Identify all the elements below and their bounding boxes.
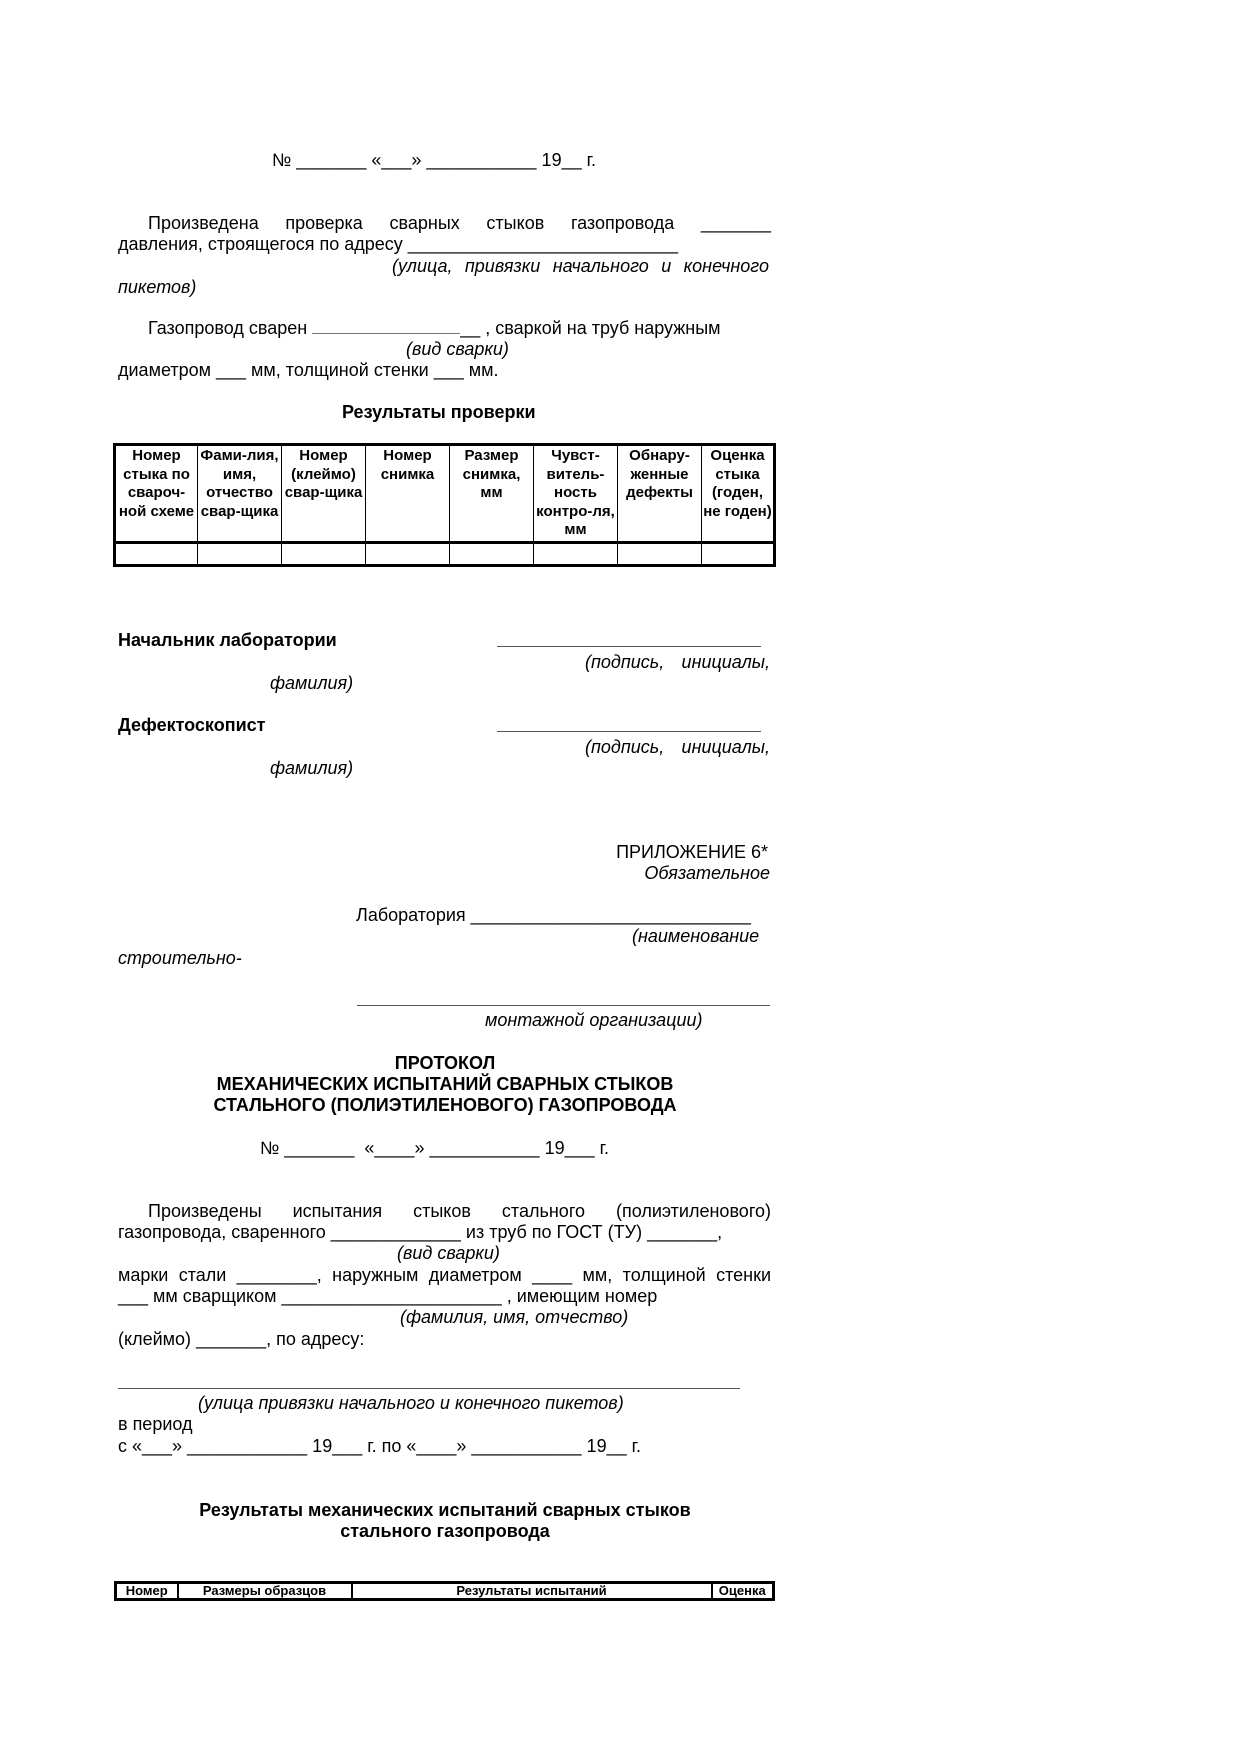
period-line: с «___» ____________ 19___ г. по «____» ___________ 19__ г. [118,1436,641,1456]
address-hint: (улица, привязки начального и конечного [392,256,769,276]
table-cell [282,542,366,565]
organization-hint: монтажной организации) [485,1010,703,1030]
table-header-cell: Обнару-женные дефекты [618,445,702,543]
table-cell [198,542,282,565]
table-header-cell: Номер стыка по свароч-ной схеме [115,445,198,543]
tests-paragraph-line-3: марки стали ________, наружным диаметром ____ мм, толщиной стенки [118,1265,771,1285]
organization-line [357,1005,770,1006]
inspection-paragraph-line-1: Произведена проверка сварных стыков газопровода _______ [148,213,771,233]
tests-paragraph-line-4: ___ мм сварщиком ______________________ , имеющим номер [118,1286,658,1306]
mechanical-results-title-line-2: стального газопровода [340,1521,550,1541]
results-title: Результаты проверки [342,402,536,422]
table-header-row [116,1583,774,1600]
mechanical-results-table [114,1581,775,1601]
welding-paragraph-line-1 [148,318,721,339]
welding-type-blank [312,319,460,334]
welded-label: Газопровод сварен [148,318,308,338]
address-line [118,1388,740,1389]
address-hint-continued: пикетов) [118,277,197,297]
flaw-detector-signature-line [497,731,761,732]
flaw-detector-signature-hint: (подпись, инициалы, [585,737,770,757]
tests-welding-type-hint: (вид сварки) [397,1243,500,1263]
laboratory-hint-continued: строительно- [118,948,242,968]
tests-paragraph-line-5: (клеймо) _______, по адресу: [118,1329,365,1349]
tests-paragraph-line-2: газопровода, сваренного _____________ из труб по ГОСТ (ТУ) _______, [118,1222,723,1242]
table-cell [534,542,618,565]
table-cell [702,542,775,565]
mechanical-results-title: Результаты механических испытаний сварных стыков [199,1500,691,1520]
protocol-number-line-1: № _______ «___» ___________ 19__ г. [272,150,596,170]
flaw-detector-signature-hint-continued: фамилия) [270,758,354,778]
table-header-cell: Номер [116,1583,178,1600]
welding-type-blank-end: __ [460,318,481,338]
flaw-detector-label: Дефектоскопист [118,715,266,735]
table-header-cell: Номер снимка [366,445,450,543]
table-row [115,542,775,565]
table-header-cell: Номер (клеймо) свар-щика [282,445,366,543]
protocol-title: ПРОТОКОЛ [394,1053,496,1073]
appendix-number: ПРИЛОЖЕНИЕ 6* [616,842,768,862]
lab-head-signature-hint-continued: фамилия) [270,673,354,693]
table-cell [618,542,702,565]
table-header-cell: Результаты испытаний [352,1583,712,1600]
table-cell [115,542,198,565]
lab-head-signature-hint: (подпись, инициалы, [585,652,770,672]
table-header-cell: Размер снимка, мм [450,445,534,543]
table-header-cell: Оценка [712,1583,774,1600]
table-header-row [115,445,775,543]
protocol-number-line-2: № _______ «____» ___________ 19___ г. [260,1138,609,1158]
table-cell [450,542,534,565]
inspection-results-table [113,443,776,567]
appendix-mandatory: Обязательное [644,863,770,883]
protocol-title-line-3: СТАЛЬНОГО (ПОЛИЭТИЛЕНОВОГО) ГАЗОПРОВОДА [213,1095,677,1115]
tests-address-hint: (улица привязки начального и конечного пикетов) [198,1393,624,1413]
welding-method-text: , сваркой на труб наружным [485,318,721,338]
lab-head-label: Начальник лаборатории [118,630,337,650]
laboratory-hint: (наименование [632,926,760,946]
welder-name-hint: (фамилия, имя, отчество) [400,1307,629,1327]
tests-paragraph-line-1: Произведены испытания стыков стального (полиэтиленового) [148,1201,771,1221]
table-cell [366,542,450,565]
table-header-cell: Размеры образцов [178,1583,352,1600]
welding-paragraph-line-2: диаметром ___ мм, толщиной стенки ___ мм. [118,360,499,380]
welding-type-hint: (вид сварки) [406,339,509,359]
period-label: в период [118,1414,193,1434]
table-header-cell: Оценка стыка (годен, не годен) [702,445,775,543]
protocol-title-line-2: МЕХАНИЧЕСКИХ ИСПЫТАНИЙ СВАРНЫХ СТЫКОВ [216,1074,674,1094]
table-header-cell: Фами-лия, имя, отчество свар-щика [198,445,282,543]
table-header-cell: Чувст-витель-ность контро-ля, мм [534,445,618,543]
laboratory-line: Лаборатория ____________________________ [356,905,751,925]
lab-head-signature-line [497,646,761,647]
inspection-paragraph-line-2: давления, строящегося по адресу ___________________________ [118,234,679,254]
